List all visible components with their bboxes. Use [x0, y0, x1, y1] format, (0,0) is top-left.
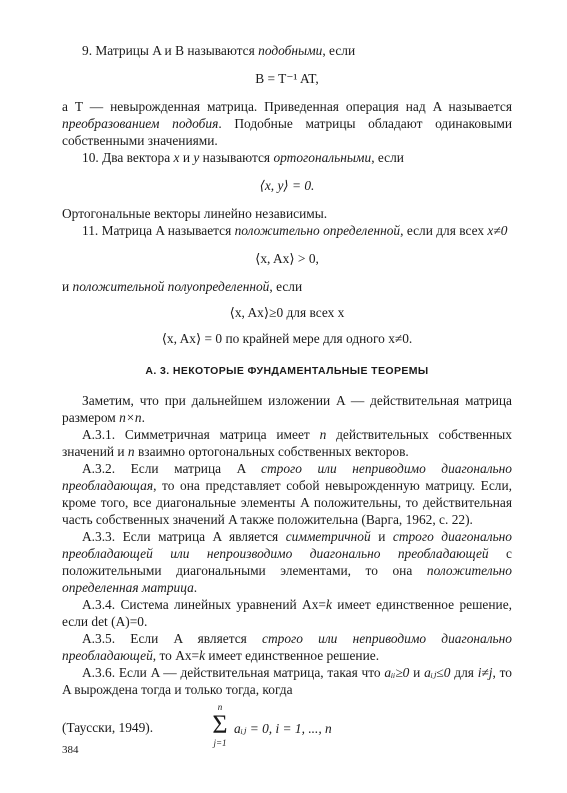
page-body — [62, 42, 512, 762]
theorem-a36: A.3.6. Если A — действительная матрица, такая что aᵢᵢ≥0 и aᵢⱼ≤0 для i≠j, то A вырождена тогда и только тогда, когда — [62, 665, 512, 697]
summation-sign — [208, 702, 232, 748]
sum-upper-limit: n — [217, 702, 223, 712]
term-similarity-transform: преобразованием подобия — [62, 116, 219, 131]
term-positive-definite: положительно определенной — [234, 223, 401, 238]
sigma-symbol: Σ — [212, 710, 228, 739]
theorem-a35: A.3.5. Если A является строго или неприводимо диагонально преобладающей, то Ax=k имеет единственное решение. — [62, 631, 512, 663]
section-heading: А. 3. НЕКОТОРЫЕ ФУНДАМЕНТАЛЬНЫЕ ТЕОРЕМЫ — [145, 365, 429, 377]
term-similar: подобными — [258, 43, 323, 58]
sum-expression: aᵢⱼ = 0, i = 1, ..., n — [234, 721, 332, 736]
item-11-continuation: и положительной полуопределенной, если — [62, 279, 303, 294]
formula-semidefinite-2: ⟨x, Ax⟩ = 0 по крайней мере для одного x≠0. — [161, 331, 413, 346]
item-9-continuation: а T — невырожденная матрица. Приведенная операция над A называется преобразованием подобия. Подобные матрицы обладают одинаковыми собственными значениями. — [62, 99, 512, 148]
item-9: 9. Матрицы A и B называются подобными, если — [82, 43, 356, 58]
sum-lower-limit: j=1 — [213, 738, 227, 748]
term-positive-semidefinite: положительной полуопределенной — [72, 279, 270, 294]
item-11: 11. Матрица A называется положительно определенной, если для всех x≠0 — [82, 223, 508, 238]
item-10: 10. Два вектора x и y называются ортогональными, если — [82, 150, 404, 165]
theorem-a32: A.3.2. Если матрица A строго или неприводимо диагонально преобладающая, то она представляет собой невырожденную матрицу. Если, кроме того, все диагональные элементы A положительны, то действительная часть собственных значений A также положительна (Варга, 1962, с. 22). — [62, 461, 512, 527]
formula-positive-definite: ⟨x, Ax⟩ > 0, — [255, 251, 319, 266]
theorem-a33: A.3.3. Если матрица A является симметричной и строго диагонально преобладающей или непроизводимо диагонально преобладающей с положительными диагональными элементами, то она положительно определенная матрица. — [62, 529, 512, 595]
orthogonal-note: Ортогональные векторы линейно независимы. — [62, 206, 328, 221]
formula-similarity: B = T⁻¹ AT, — [255, 71, 319, 86]
citation: (Таусски, 1949). — [62, 720, 154, 735]
formula-orthogonal: ⟨x, y⟩ = 0. — [259, 178, 315, 193]
formula-semidefinite-1: ⟨x, Ax⟩≥0 для всех x — [229, 305, 345, 320]
page-number: 384 — [62, 744, 79, 756]
section-intro: Заметим, что при дальнейшем изложении A — действительная матрица размером n×n. — [62, 393, 512, 425]
term-orthogonal: ортогональными — [273, 150, 372, 165]
theorem-a34: A.3.4. Система линейных уравнений Ax=k имеет единственное решение, если det (A)=0. — [62, 597, 512, 629]
theorem-a31: A.3.1. Симметричная матрица имеет n действительных собственных значений и n взаимно ортогональных собственных векторов. — [62, 427, 512, 459]
